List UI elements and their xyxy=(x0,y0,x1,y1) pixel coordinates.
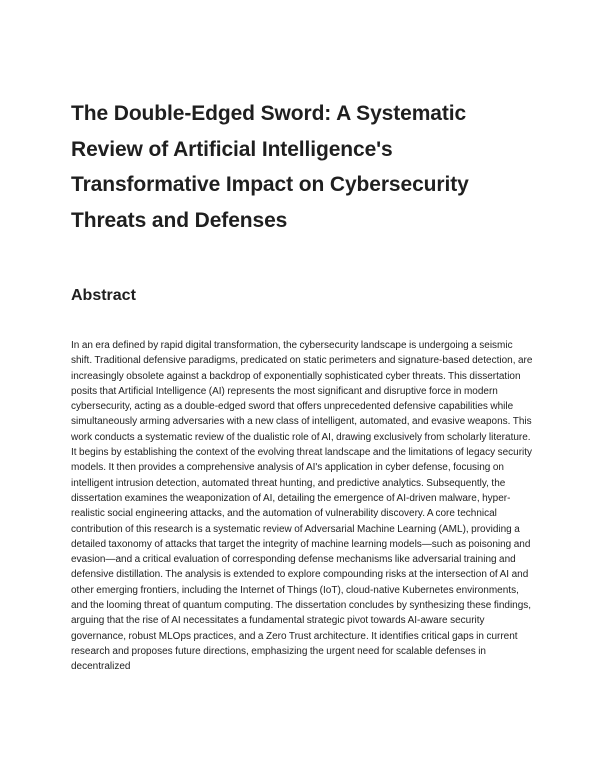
abstract-text: In an era defined by rapid digital transformation, the cybersecurity landscape is undergoing a seismic shift. Traditional defensive paradigms, predicated on static perimeters and signature-based detection, are increasingly obsolete against a backdrop of exponentially sophisticated cyber threats. This dissertation posits that Artificial Intelligence (AI) represents the most significant and disruptive force in modern cybersecurity, acting as a double-edged sword that offers unprecedented defensive capabilities while simultaneously arming adversaries with a new class of intelligent, automated, and evasive weapons. This work conducts a systematic review of the dualistic role of AI, drawing exclusively from scholarly literature. It begins by establishing the context of the evolving threat landscape and the limitations of legacy security models. It then provides a comprehensive analysis of AI's application in cyber defense, focusing on intelligent intrusion detection, automated threat hunting, and predictive analytics. Subsequently, the dissertation examines the weaponization of AI, detailing the emergence of AI-driven malware, hyper-realistic social engineering attacks, and the automation of vulnerability discovery. A core technical contribution of this research is a systematic review of Adversarial Machine Learning (AML), providing a detailed taxonomy of attacks that target the integrity of machine learning models—such as poisoning and evasion—and a critical evaluation of corresponding defense mechanisms like adversarial training and defensive distillation. The analysis is extended to explore compounding risks at the intersection of AI and other emerging frontiers, including the Internet of Things (IoT), cloud-native Kubernetes environments, and the looming threat of quantum computing. The dissertation concludes by synthesizing these findings, arguing that the rise of AI necessitates a fundamental strategic pivot towards AI-aware security governance, robust MLOps practices, and a Zero Trust architecture. It identifies critical gaps in current research and proposes future directions, emphasizing the urgent need for scalable defenses in decentralized xyxy=(71,340,533,673)
abstract-heading: Abstract xyxy=(71,287,136,304)
document-title: The Double-Edged Sword: A Systematic Review of Artificial Intelligence's Transformative Impact on Cybersecurity Threats and Defenses xyxy=(71,102,469,232)
